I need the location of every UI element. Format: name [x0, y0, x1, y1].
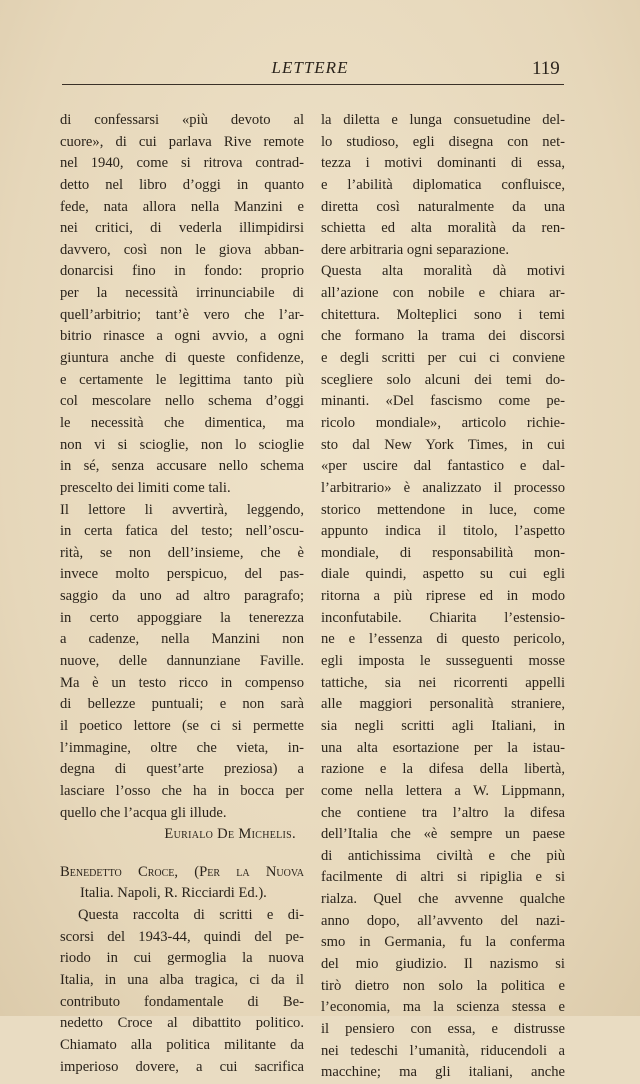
text-line: tezza i motivi dominanti di essa,: [321, 155, 565, 172]
text-line: il poetico lettore (se ci si permette: [60, 717, 304, 734]
left-column: [60, 110, 304, 1078]
text-line: la diletta e lunga consuetudine del-: [321, 112, 565, 128]
text-line: inconfutabile. Chiarita l’estensio-: [321, 609, 565, 626]
section-gap: [60, 846, 304, 862]
text-line: sia negli scritti agli Italiani, in: [321, 717, 565, 734]
text-line: le necessità che dimentica, ma: [60, 414, 304, 431]
text-line: contributo fondamentale di Be-: [60, 993, 304, 1010]
text-line: per la necessità irrinunciabile di: [60, 285, 304, 302]
review-body-text: [60, 905, 304, 1078]
text-line: Ma è un testo ricco in compenso: [60, 674, 304, 691]
text-line: mondiale, di responsabilità mon-: [321, 544, 565, 561]
text-line: razione e la difesa della libertà,: [321, 761, 565, 778]
text-line: scorsi del 1943-44, quindi del pe-: [60, 928, 304, 945]
text-line: col mescolare nello schema d’oggi: [60, 393, 304, 410]
text-line: fede, nata allora nella Manzini e: [60, 198, 304, 215]
text-line: nel 1940, come si ritrova contrad-: [60, 155, 304, 172]
text-line: riodo in cui germoglia la nuova: [60, 950, 304, 967]
text-line: prescelto dei limiti come tali.: [60, 479, 231, 496]
text-line: l’immagine, oltre che vieta, in-: [60, 739, 304, 756]
text-line: giuntura anche di queste confidenze,: [60, 350, 304, 367]
header-rule: [62, 84, 564, 85]
text-line: schietta ed alta moralità da ren-: [321, 220, 565, 237]
text-line: egli imposta le susseguenti mosse: [321, 653, 565, 670]
text-line: anno dopo, all’avvento del nazi-: [321, 912, 565, 929]
text-line: come nella lettera a W. Lippmann,: [321, 782, 565, 799]
text-line: nuove, delle dannunziane Faville.: [60, 653, 304, 670]
text-line: ricolo mondiale», articolo richie-: [321, 414, 565, 431]
text-line: diale quindi, aspetto su cui egli: [321, 566, 565, 583]
text-line: ritorna a più riprese ed in modo: [321, 588, 565, 605]
text-line: una alta esortazione per la istau-: [321, 739, 565, 756]
text-line: di antichissima civiltà e che più: [321, 847, 565, 864]
page-number: 119: [532, 58, 560, 79]
text-line: in sé, senza accusare nello schema: [60, 458, 304, 475]
running-header-title: LETTERE: [271, 58, 349, 77]
text-line: in certa fatica del testo; nell’oscu-: [60, 523, 304, 540]
text-line: imperioso dovere, a cui sacrifica: [60, 1058, 304, 1075]
text-line: macchine; ma gli italiani, anche: [321, 1064, 565, 1081]
text-line: dell’Italia che «è sempre un paese: [321, 826, 565, 843]
text-line: cuore», di cui parlava Rive remote: [60, 133, 304, 150]
text-line: invece molto perspicuo, del pas-: [60, 566, 304, 583]
right-column-text: [321, 110, 565, 1084]
text-line: l’economia, ma la scienza stessa e: [321, 999, 565, 1016]
text-line: rialza. Quel che avvenne qualche: [321, 891, 565, 908]
text-line: nedetto Croce al dibattito politico.: [60, 1015, 304, 1032]
text-line: Il lettore li avvertirà, leggendo,: [60, 501, 304, 518]
text-line: nei critici, di vederla illimpidirsi: [60, 220, 304, 237]
text-line: quello che l’acqua gli illude.: [60, 804, 227, 821]
text-line: facilmente di altri si ripiglia e si: [321, 869, 565, 886]
text-line: e certamente le legittima tanto più: [60, 371, 304, 388]
text-line: minanti. «Del fascismo come pe-: [321, 393, 565, 410]
text-line: alle maggiori personalità straniere,: [321, 696, 565, 713]
text-line: che contiene tra l’altro la difesa: [321, 804, 565, 821]
text-line: quell’arbitrio; tant’è vero che l’ar-: [60, 306, 304, 323]
text-line: che formano la trama dei discorsi: [321, 328, 565, 345]
text-line: smo in Germania, fu la conferma: [321, 934, 565, 951]
text-line: all’azione con nobile e chiara ar-: [321, 285, 565, 302]
text-line: in certo appoggiare la tenerezza: [60, 609, 304, 626]
text-line: ne e l’essenza di questo pericolo,: [321, 631, 565, 648]
text-line: Italia, in una alba tragica, ci da il: [60, 971, 304, 988]
text-line: nei tedeschi l’umanità, riducendoli a: [321, 1042, 565, 1059]
text-line: a cadenze, nella Manzini non: [60, 631, 304, 648]
text-line: di confessarsi «più devoto al: [60, 112, 304, 128]
text-line: davvero, così non le giova abban-: [60, 241, 304, 258]
review-heading-line-1: Benedetto Croce, (Per la Nuova: [60, 863, 304, 880]
text-line: di bellezze puntuali; e non sarà: [60, 696, 304, 713]
text-line: diretta così naturalmente da una: [321, 198, 565, 215]
text-line: tattiche, sia nei ricorrenti appelli: [321, 674, 565, 691]
text-line: non vi si scioglie, non lo scioglie: [60, 436, 304, 453]
text-line: rità, se non dell’insieme, che è: [60, 544, 304, 561]
text-line: l’arbitrario» è analizzato il processo: [321, 479, 565, 496]
text-line: sto dal New York Times, in cui: [321, 436, 565, 453]
text-line: Chiamato alla politica militante da: [60, 1036, 304, 1053]
review-heading-line-2: Italia. Napoli, R. Ricciardi Ed.).: [80, 885, 267, 902]
text-line: del mio giudizio. Il nazismo si: [321, 955, 565, 972]
text-line: il pensiero con essa, e distrusse: [321, 1020, 565, 1037]
text-line: lasciare l’osso che ha in bocca per: [60, 782, 304, 799]
text-line: tirò dietro non solo la politica e: [321, 977, 565, 994]
text-line: chitettura. Molteplici sono i temi: [321, 306, 565, 323]
text-line: e degli scritti per cui ci conviene: [321, 350, 565, 367]
text-line: degna di quest’arte preziosa) a: [60, 761, 304, 778]
review-signature: Eurialo De Michelis.: [164, 826, 296, 843]
text-line: dere arbitraria ogni separazione.: [321, 241, 509, 258]
text-line: detto nel libro d’oggi in quanto: [60, 176, 304, 193]
text-line: lo studioso, egli disegna con net-: [321, 133, 565, 150]
left-column-text: [60, 110, 304, 824]
text-line: storico mettendone in luce, come: [321, 501, 565, 518]
text-line: Questa alta moralità dà motivi: [321, 263, 565, 280]
text-line: scegliere solo alcuni dei temi do-: [321, 371, 565, 388]
text-line: Questa raccolta di scritti e di-: [78, 907, 304, 924]
right-column: [321, 110, 565, 1084]
text-line: «per uscire dal fantastico e dal-: [321, 458, 565, 475]
text-line: e l’abilità diplomatica confluisce,: [321, 176, 565, 193]
text-line: appunto indica il titolo, l’aspetto: [321, 523, 565, 540]
text-line: saggio da uno ad altro paragrafo;: [60, 588, 304, 605]
text-line: donarcisi fino in fondo: proprio: [60, 263, 304, 280]
text-line: bitrio rinasce a ogni avvio, a ogni: [60, 328, 304, 345]
